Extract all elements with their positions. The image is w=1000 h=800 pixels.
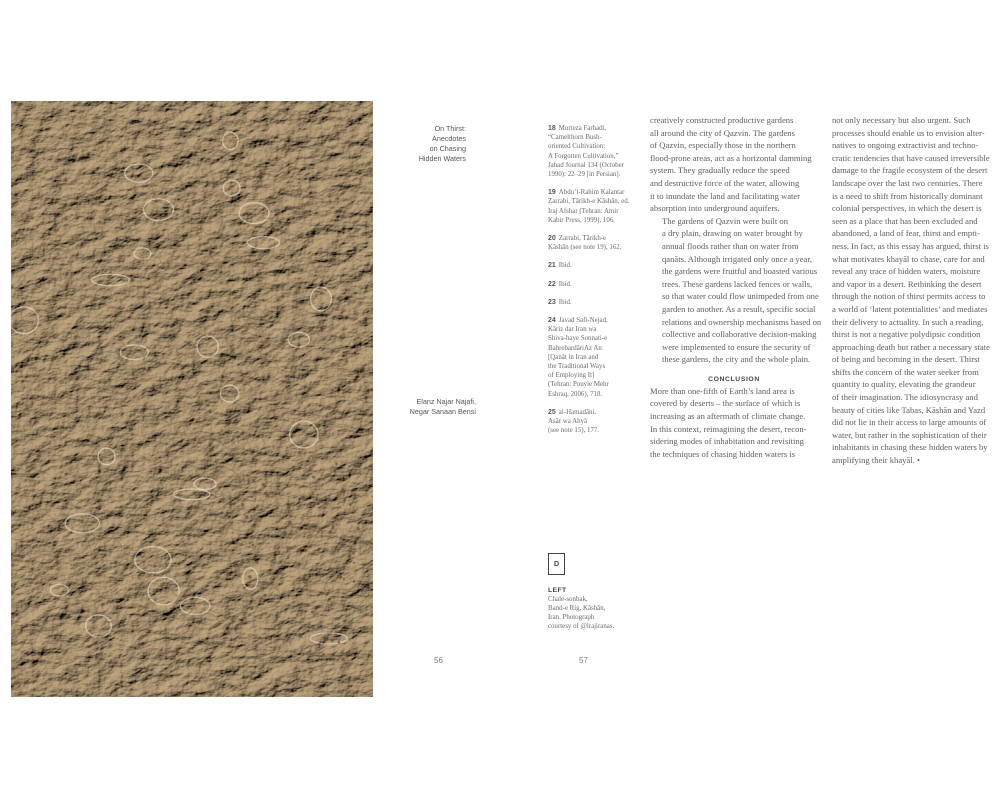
text-line: inhabitants in chasing these hidden waters by bbox=[832, 442, 988, 453]
caption-text bbox=[548, 595, 628, 631]
footnote-text: “Camelthorn Bush- bbox=[548, 134, 602, 142]
text-line: were implemented to ensure the security of bbox=[662, 341, 811, 352]
page-number-left: 56 bbox=[434, 656, 443, 665]
text-line: courtesy of @lrajiranas. bbox=[548, 623, 615, 630]
text-line: trees. These gardens lacked fences or walls, bbox=[662, 278, 813, 289]
footnote-text: al-Hamadāni, bbox=[558, 408, 597, 416]
shrub-dot bbox=[262, 483, 266, 487]
body-column-2 bbox=[832, 114, 1000, 467]
shrub-dot bbox=[357, 527, 360, 530]
text-line: colonial perspectives, in which the desert is bbox=[832, 203, 982, 214]
shrub-dot bbox=[312, 504, 315, 507]
paragraph bbox=[650, 215, 822, 366]
footnote-number: 19 bbox=[548, 189, 556, 197]
text-line: processes should enable us to envision alter- bbox=[832, 127, 985, 138]
text-line: what motivates khayāl to chase, care for and bbox=[832, 253, 985, 264]
shrub-dot bbox=[268, 637, 272, 641]
text-line: In this context, reimagining the desert, recon- bbox=[650, 423, 807, 434]
footnote bbox=[548, 188, 632, 225]
shrub-dot bbox=[256, 505, 259, 508]
footnote-text: Shiva-haye Sonnati-e bbox=[548, 335, 608, 343]
chapter-title-line: Hidden Waters bbox=[418, 154, 466, 163]
shrub-dot bbox=[302, 618, 304, 620]
shrub-dot bbox=[339, 575, 343, 579]
shrub-dot bbox=[331, 569, 334, 572]
shrub-dot bbox=[338, 623, 340, 625]
footnote bbox=[548, 124, 632, 179]
text-line: cratic tendencies that have caused irreversible bbox=[832, 152, 990, 163]
shrub-dot bbox=[264, 594, 267, 597]
footnote-number: 24 bbox=[548, 317, 556, 325]
shrub-dot bbox=[331, 601, 333, 603]
shrub-dot bbox=[311, 625, 314, 628]
shrub-dot bbox=[312, 476, 315, 479]
shrub-dot bbox=[343, 499, 346, 502]
shrub-dot bbox=[317, 531, 320, 534]
text-line: collective and collaborative decision-making bbox=[662, 329, 817, 340]
shrub-dot bbox=[245, 515, 248, 518]
text-line: reveal any trace of hidden waters, moisture bbox=[832, 266, 981, 277]
shrub-dot bbox=[288, 521, 292, 525]
text-line: increasing as an aftermath of climate change. bbox=[650, 411, 806, 422]
aerial-desert-photograph bbox=[11, 101, 373, 697]
paragraph bbox=[650, 114, 818, 215]
shrub-dot bbox=[292, 466, 296, 470]
shrub-dot bbox=[343, 578, 345, 580]
text-line: shifts the concern of the water seeker from bbox=[832, 366, 979, 377]
shrub-dot bbox=[252, 479, 255, 482]
text-line: system. They gradually reduce the speed bbox=[650, 165, 790, 176]
text-line: all around the city of Qazvin. The gardens bbox=[650, 127, 795, 138]
text-line: abandoned, a land of fear, thirst and empti- bbox=[832, 228, 980, 239]
text-line: flood-prone areas, act as a horizontal damming bbox=[650, 152, 812, 163]
text-line: landscape over the last two centuries. There bbox=[832, 177, 983, 188]
shrub-dot bbox=[357, 464, 361, 468]
shrub-dot bbox=[352, 632, 354, 634]
text-line: creatively constructed productive gardens bbox=[650, 115, 794, 125]
footnote-text: the Traditional Ways bbox=[548, 363, 606, 371]
text-line: qanāts. Although irrigated only once a year, bbox=[662, 253, 812, 264]
text-line: Chale-sonbak, bbox=[548, 596, 588, 603]
text-line: natives to ongoing extractivist and techno- bbox=[832, 140, 979, 151]
text-line: approaching death but rather a necessary state bbox=[832, 341, 990, 352]
shrub-dot bbox=[353, 580, 356, 583]
footnote-text: [Qanāt in Iran and bbox=[548, 353, 599, 361]
paragraph bbox=[650, 385, 818, 461]
chapter-title-line: On Thirst: bbox=[434, 124, 466, 133]
footnote-text: Javad Safi-Nejad, bbox=[558, 317, 608, 325]
shrub-dot bbox=[248, 575, 251, 578]
footnote-text: 1990): 22–29 [in Persian]. bbox=[548, 171, 621, 179]
text-line: quantity to quality, elevating the grandeur bbox=[832, 379, 976, 390]
shrub-dot bbox=[331, 639, 334, 642]
shrub-dot bbox=[241, 621, 244, 624]
shrub-dot bbox=[336, 524, 338, 526]
text-line: the techniques of chasing hidden waters is bbox=[650, 448, 796, 459]
shrub-dot bbox=[299, 634, 303, 638]
text-line: these gardens, the city and the whole plain. bbox=[662, 354, 811, 365]
text-line: a world of ‘latent potentialities’ and mediates bbox=[832, 303, 988, 314]
shrub-dot bbox=[250, 606, 254, 610]
text-line: amplifying their khayāl. • bbox=[832, 455, 920, 466]
shrub-dot bbox=[341, 658, 345, 662]
text-line: not only necessary but also urgent. Such bbox=[832, 115, 971, 125]
text-line: water, but rather in the sophistication of their bbox=[832, 429, 987, 440]
shrub-dot bbox=[311, 610, 314, 613]
text-line: Iran. Photograph bbox=[548, 614, 595, 621]
footnote bbox=[548, 408, 632, 436]
footnote-number: 18 bbox=[548, 125, 556, 132]
footnote-text: Eshraq, 2006), 718. bbox=[548, 390, 603, 398]
shrub-dot bbox=[352, 552, 355, 555]
shrub-dot bbox=[246, 558, 249, 561]
shrub-dot bbox=[302, 576, 306, 580]
text-line: covered by deserts – the surface of which is bbox=[650, 398, 801, 409]
text-line: of being and becoming in the desert. Thirst bbox=[832, 354, 980, 365]
footnote-text: Asār wa Ahyā bbox=[548, 418, 588, 426]
text-line: a dry plain, drawing on water brought by bbox=[662, 228, 803, 239]
footnote-number: 21 bbox=[548, 262, 556, 270]
shrub-dot bbox=[246, 474, 249, 477]
text-line: damage to the fragile ecosystem of the desert bbox=[832, 165, 988, 176]
footnote-text: Abdu’l-Rahim Kalantar bbox=[558, 189, 625, 197]
footnote-number: 22 bbox=[548, 280, 556, 288]
shrub-dot bbox=[281, 565, 284, 568]
shrub-dot bbox=[341, 489, 345, 493]
footnote-number: 20 bbox=[548, 235, 556, 243]
footnote bbox=[548, 316, 632, 399]
footnote bbox=[548, 234, 632, 252]
text-line: their delivery to actuality. In such a reading, bbox=[832, 316, 984, 327]
shrub-dot bbox=[319, 528, 322, 531]
footnotes bbox=[548, 124, 632, 444]
text-line: annual floods rather than on water from bbox=[662, 240, 799, 251]
shrub-dot bbox=[251, 496, 253, 498]
text-line: and vapor in a desert. Rethinking the desert bbox=[832, 278, 982, 289]
text-line: absorption into underground aquifers. bbox=[650, 203, 780, 214]
photo-graphic bbox=[11, 101, 373, 697]
footnote-text: Kāshān (see note 19), 162. bbox=[548, 244, 622, 252]
shrub-dot bbox=[353, 562, 355, 564]
chapter-title bbox=[390, 124, 466, 164]
shrub-dot bbox=[343, 619, 346, 622]
shrub-dot bbox=[349, 504, 351, 506]
footnote bbox=[548, 261, 632, 270]
footnote-text: Ibid. bbox=[558, 280, 572, 288]
text-line: it to inundate the land and facilitating water bbox=[650, 190, 801, 201]
section-heading-conclusion: CONCLUSION bbox=[708, 375, 760, 383]
figure-caption bbox=[548, 586, 628, 631]
shrub-dot bbox=[341, 651, 343, 653]
footnote-number: 23 bbox=[548, 298, 556, 306]
footnote-text: (Tehran: Pouyie Mehr bbox=[548, 381, 609, 389]
footnote-text: Ibid. bbox=[558, 298, 572, 306]
text-line: thirst is not a negative polydipsic condition bbox=[832, 329, 981, 340]
text-line: The gardens of Qazvin were built on bbox=[662, 215, 788, 226]
shrub-dot bbox=[251, 530, 254, 533]
text-line: Band-e Rig, Kāshān, bbox=[548, 605, 606, 612]
text-line: of their imagination. The idiosyncrasy and bbox=[832, 392, 978, 403]
footnote-text: Morteza Farhadi, bbox=[558, 125, 607, 132]
shrub-dot bbox=[304, 582, 306, 584]
shrub-dot bbox=[298, 594, 300, 596]
page-number-right: 57 bbox=[579, 656, 588, 665]
text-line: garden to another. As a result, specific social bbox=[662, 303, 816, 314]
shrub-dot bbox=[265, 493, 268, 496]
footnote bbox=[548, 280, 632, 289]
text-line: sidering modes of inhabitation and revisiting bbox=[650, 436, 804, 447]
shrub-dot bbox=[302, 497, 306, 501]
text-line: relations and ownership mechanisms based on bbox=[662, 316, 822, 327]
text-line: the gardens were fruitful and boasted various bbox=[662, 266, 818, 277]
shrub-dot bbox=[335, 463, 338, 466]
text-line: ness. In fact, as this essay has argued, thirst is bbox=[832, 240, 989, 251]
body-column-1 bbox=[650, 114, 822, 460]
caption-title: LEFT bbox=[548, 587, 567, 594]
shrub-dot bbox=[338, 641, 341, 644]
shrub-dot bbox=[309, 527, 311, 529]
shrub-dot bbox=[309, 623, 311, 625]
footnote-text: (see note 15), 177. bbox=[548, 427, 600, 435]
author-line: Elanz Najar Najafi, bbox=[416, 397, 476, 406]
text-line: and destructive force of the water, allowing bbox=[650, 177, 800, 188]
footnote bbox=[548, 298, 632, 307]
footnote-text: Iraj Afshar (Tehran: Amir bbox=[548, 207, 619, 215]
footnote-number: 25 bbox=[548, 408, 556, 416]
footnote-text: BahrebardāriAz An bbox=[548, 344, 602, 352]
shrub-dot bbox=[322, 653, 325, 656]
footnote-text: oriented Cultivation: bbox=[548, 143, 606, 151]
footnote-text: Jahad Journal 134 (October bbox=[548, 161, 624, 169]
text-line: so that water could flow unimpeded from one bbox=[662, 291, 819, 302]
text-line: beauty of cities like Tabas, Kāshān and Yazd bbox=[832, 404, 986, 415]
shrub-dot bbox=[278, 550, 281, 553]
footnote-text: Zarrabi, Tārikh-e bbox=[558, 235, 607, 243]
text-line: is a need to shift from historically dominant bbox=[832, 190, 983, 201]
footnote-text: A Forgotten Cultivation,” bbox=[548, 152, 619, 160]
shrub-dot bbox=[252, 544, 255, 547]
shrub-dot bbox=[241, 503, 244, 506]
footnote-text: Ibid. bbox=[558, 262, 572, 270]
text-line: of Qazvin, especially those in the northern bbox=[650, 140, 796, 151]
shrub-dot bbox=[329, 530, 332, 533]
shrub-dot bbox=[255, 560, 259, 564]
author-line: Negar Sanaan Bensi bbox=[409, 407, 476, 416]
footnote-text: Kabir Press, 1999), 106. bbox=[548, 216, 615, 224]
text-line: More than one-fifth of Earth’s land area is bbox=[650, 385, 795, 396]
chapter-title-line: on Chasing bbox=[429, 144, 466, 153]
authors bbox=[390, 397, 476, 417]
text-line: seen as a place that has been excluded and bbox=[832, 215, 978, 226]
text-line: did not lie in their access to large amounts of bbox=[832, 417, 987, 428]
footnote-text: of Employing It] bbox=[548, 372, 595, 380]
shrub-dot bbox=[296, 614, 298, 616]
footnote-text: Zarrabi, Tārikh-e Kāshān, ed. bbox=[548, 198, 630, 206]
figure-label-badge: D bbox=[548, 553, 565, 575]
text-line: through the notion of thirst permits access to bbox=[832, 291, 986, 302]
paragraph bbox=[832, 114, 1000, 467]
chapter-title-line: Anecdotes bbox=[432, 134, 466, 143]
shrub-dot bbox=[316, 563, 318, 565]
footnote-text: Kāriz dar Iran wa bbox=[548, 326, 597, 334]
